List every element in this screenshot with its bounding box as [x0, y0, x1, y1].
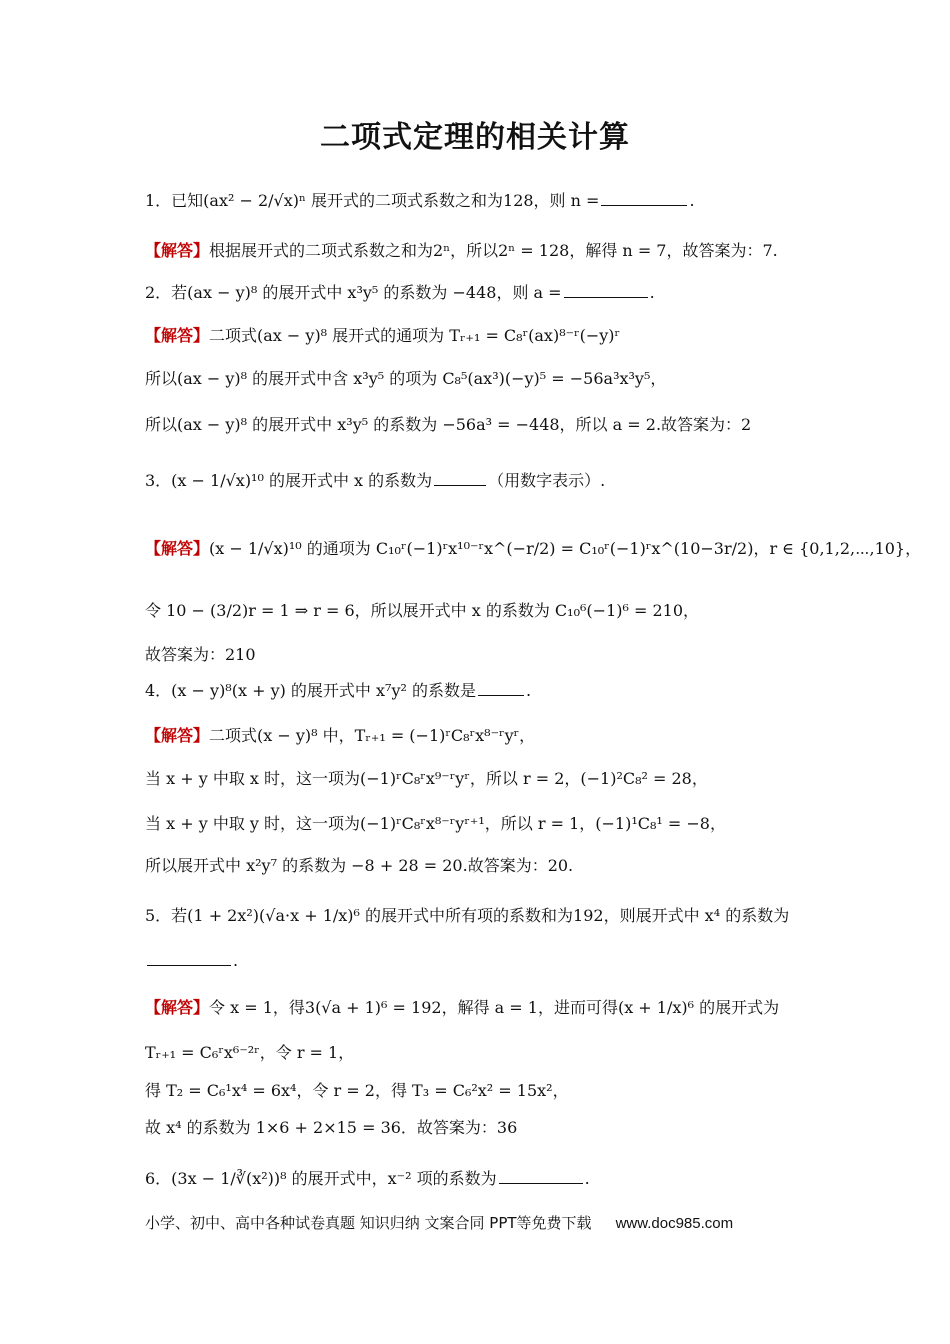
question-4-text: 4．(x − y)⁸(x + y) 的展开式中 x⁷y² 的系数是 [145, 681, 476, 700]
answer-5-line-3: 得 T₂ = C₆¹x⁴ = 6x⁴，令 r = 2，得 T₃ = C₆²x² = 15x²， [145, 1081, 569, 1100]
answer-4-line-2: 当 x + y 中取 x 时，这一项为(−1)ʳC₈ʳx⁹⁻ʳyʳ，所以 r = 2，(−1)²C₈² = 28， [145, 769, 708, 788]
answer-1 [145, 240, 778, 262]
answer-blank [478, 681, 524, 696]
page-title: 二项式定理的相关计算 [320, 120, 630, 155]
page-footer [145, 1212, 733, 1233]
answer-4-line-3: 当 x + y 中取 y 时，这一项为(−1)ʳC₈ʳx⁸⁻ʳyʳ⁺¹，所以 r = 1，(−1)¹C₈¹ = −8， [145, 814, 726, 833]
answer-4-text-1: 二项式(x − y)⁸ 中，Tᵣ₊₁ = (−1)ʳC₈ʳx⁸⁻ʳyʳ， [209, 726, 536, 745]
question-5-blank-line: . [145, 950, 238, 972]
answer-2-text-1: 二项式(ax − y)⁸ 展开式的通项为 Tᵣ₊₁ = C₈ʳ(ax)⁸⁻ʳ(−y)ʳ [209, 326, 621, 345]
answer-5-text-1: 令 x = 1，得3(√a + 1)⁶ = 192，解得 a = 1，进而可得(x + 1/x)⁶ 的展开式为 [209, 998, 780, 1017]
question-2: 2．若(ax − y)⁸ 的展开式中 x³y⁵ 的系数为 −448，则 a = . [145, 283, 655, 302]
answer-3-line-3: 故答案为：210 [145, 645, 256, 664]
answer-5-line-2: Tᵣ₊₁ = C₆ʳx⁶⁻²ʳ，令 r = 1， [145, 1043, 355, 1062]
answer-2-line-1 [145, 325, 620, 347]
answer-tag: 【解答】 [145, 326, 210, 345]
question-1: 1．已知(ax² − 2/√x)ⁿ 展开式的二项式系数之和为128，则 n = . [145, 191, 695, 210]
answer-5-line-1 [145, 997, 779, 1019]
answer-blank [564, 283, 648, 298]
question-5: 5．若(1 + 2x²)(√a·x + 1/x)⁶ 的展开式中所有项的系数和为192，则展开式中 x⁴ 的系数为 [145, 906, 790, 925]
question-6: 6．(3x − 1/∛(x²))⁸ 的展开式中，x⁻² 项的系数为 . [145, 1169, 590, 1188]
answer-blank [499, 1169, 583, 1184]
answer-tag: 【解答】 [145, 539, 210, 558]
answer-3-text-1: (x − 1/√x)¹⁰ 的通项为 C₁₀ʳ(−1)ʳx¹⁰⁻ʳx^(−r/2) = C₁₀ʳ(−1)ʳx^(10−3r/2)，r ∈ {0,1,2,⋯,10}， [209, 539, 922, 558]
question-1-text: 1．已知(ax² − 2/√x)ⁿ 展开式的二项式系数之和为128，则 n = [145, 191, 600, 210]
answer-1-text: 根据展开式的二项式系数之和为2ⁿ，所以2ⁿ = 128，解得 n = 7，故答案为：7. [209, 241, 778, 260]
question-4: 4．(x − y)⁸(x + y) 的展开式中 x⁷y² 的系数是 . [145, 681, 532, 700]
footer-site-link[interactable]: www.doc985.com [615, 1215, 734, 1232]
answer-tag: 【解答】 [145, 726, 210, 745]
answer-tag: 【解答】 [145, 998, 210, 1017]
footer-text: 小学、初中、高中各种试卷真题 知识归纳 文案合同 PPT等免费下载 [145, 1214, 592, 1232]
question-3-tail: （用数字表示）. [488, 471, 606, 490]
answer-4-line-4: 所以展开式中 x²y⁷ 的系数为 −8 + 28 = 20.故答案为：20. [145, 856, 574, 875]
answer-2-line-2: 所以(ax − y)⁸ 的展开式中含 x³y⁵ 的项为 C₈⁵(ax³)(−y)⁵ = −56a³x³y⁵， [145, 369, 667, 388]
answer-blank [147, 951, 231, 966]
answer-3-line-1 [145, 538, 921, 560]
answer-blank [601, 191, 687, 206]
question-3 [145, 470, 605, 492]
answer-tag: 【解答】 [145, 241, 210, 260]
answer-3-line-2: 令 10 − (3/2)r = 1 ⇒ r = 6，所以展开式中 x 的系数为 C₁₀⁶(−1)⁶ = 210， [145, 601, 700, 620]
answer-blank [434, 471, 486, 486]
question-6-text: 6．(3x − 1/∛(x²))⁸ 的展开式中，x⁻² 项的系数为 [145, 1169, 497, 1188]
answer-5-line-4: 故 x⁴ 的系数为 1×6 + 2×15 = 36．故答案为：36 [145, 1118, 518, 1137]
answer-2-line-3: 所以(ax − y)⁸ 的展开式中 x³y⁵ 的系数为 −56a³ = −448，所以 a = 2.故答案为：2 [145, 415, 752, 434]
question-3-text: 3．(x − 1/√x)¹⁰ 的展开式中 x 的系数为 [145, 471, 433, 490]
question-2-text: 2．若(ax − y)⁸ 的展开式中 x³y⁵ 的系数为 −448，则 a = [145, 283, 562, 302]
answer-4-line-1 [145, 725, 535, 747]
